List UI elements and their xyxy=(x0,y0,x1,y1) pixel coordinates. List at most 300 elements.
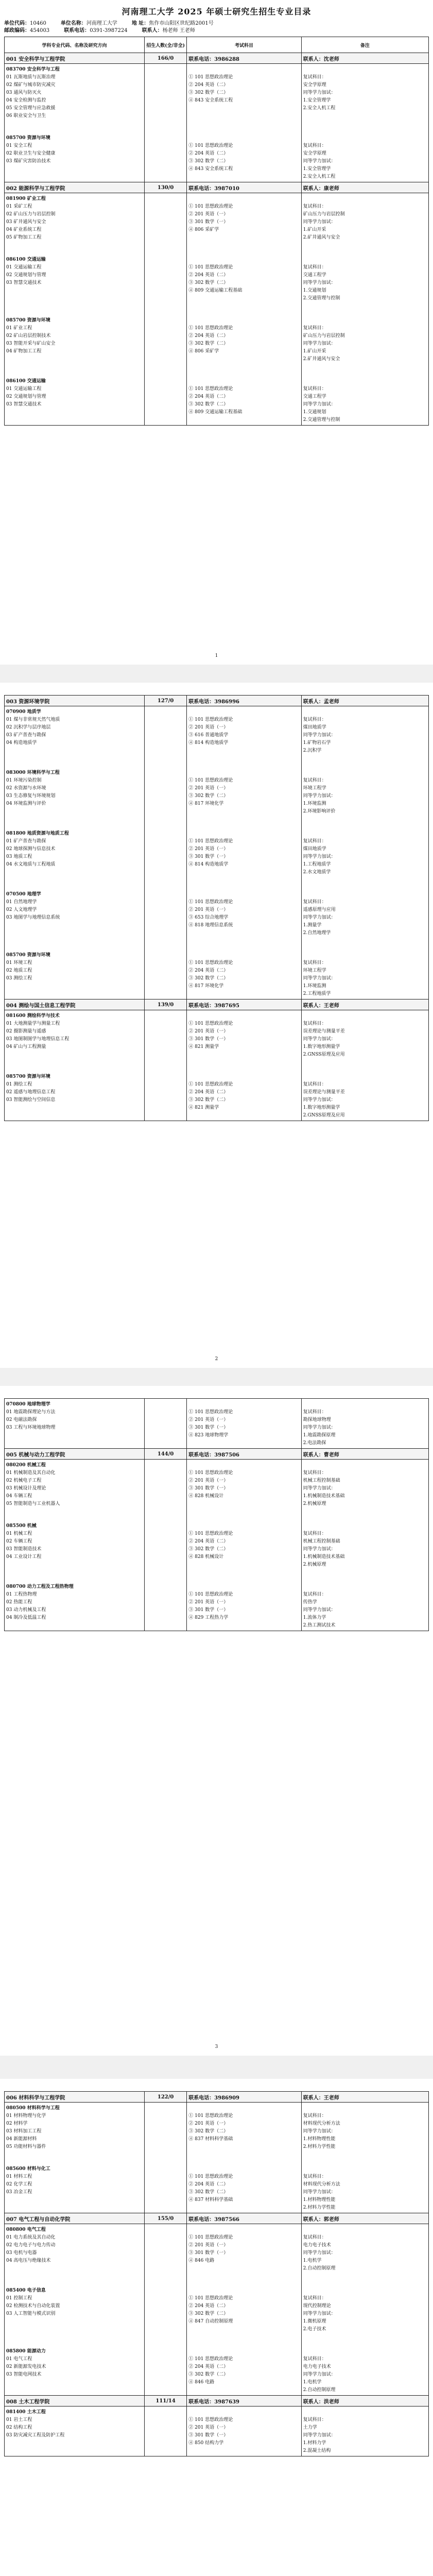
exam-subject: ② 201 英语（一） xyxy=(188,786,229,791)
exam-subject xyxy=(188,173,299,181)
exam-subject: ② 204 英语（二） xyxy=(188,273,229,278)
exam-subject: ② 204 英语（二） xyxy=(188,968,229,973)
plan-cell xyxy=(144,64,186,182)
majors-cell xyxy=(5,2103,145,2213)
notes-spacer xyxy=(303,317,427,325)
note-line: 1.环境监测 xyxy=(303,801,326,806)
research-direction: 02 新能源发电技术 xyxy=(6,2364,46,2369)
page-content xyxy=(4,1396,429,1631)
research-direction: 04 矿物加工工程 xyxy=(6,349,42,354)
exam-subject: ① 101 思想政治理论 xyxy=(188,204,233,209)
research-direction: 02 沉积学与层序地层 xyxy=(6,725,51,730)
college-name: 005 机械与动力工程学院 xyxy=(5,1449,145,1460)
exam-subject: ① 101 思想政治理论 xyxy=(188,143,233,148)
exam-subject: ③ 301 数学（一） xyxy=(188,854,229,859)
exam-subject: ① 101 思想政治理论 xyxy=(188,1531,233,1536)
note-line: 2.热工测试技术 xyxy=(303,1623,336,1628)
college-contact: 联系人：洪老师 xyxy=(301,2396,428,2406)
research-direction: 01 测绘工程 xyxy=(6,1082,32,1087)
major-code-name: 086100 交通运输 xyxy=(6,379,46,384)
exam-subject: ④ 829 工程热力学 xyxy=(188,1615,229,1620)
research-direction xyxy=(6,355,143,363)
note-line: 1.矿山开采 xyxy=(303,349,326,354)
exam-subject: ③ 302 数学（二） xyxy=(188,2190,229,2195)
note-line: 1.机械制造技术基础 xyxy=(303,1494,345,1499)
note-line: 1.电机学 xyxy=(303,2380,322,2385)
college-contact: 联系人：郭老师 xyxy=(301,2213,428,2224)
note-line: 复试科目： xyxy=(303,1531,326,1536)
exam-subject: ③ 302 数学（二） xyxy=(188,2129,229,2134)
note-line: 1.材料物理性能 xyxy=(303,2137,336,2142)
major-code-name: 080800 电气工程 xyxy=(6,2227,46,2232)
exam-spacer xyxy=(188,195,299,203)
exam-subject: ② 204 英语（二） xyxy=(188,333,229,338)
exam-subject: ④ 817 环境化学 xyxy=(188,801,224,806)
exam-subject: ④ 843 安全系统工程 xyxy=(188,98,233,103)
research-direction xyxy=(6,173,143,181)
research-direction xyxy=(6,2439,143,2447)
notes-spacer xyxy=(303,1401,427,1409)
note-line: 复试科目： xyxy=(303,75,326,80)
majors-row xyxy=(5,706,429,999)
unit-info xyxy=(4,20,429,35)
research-direction: 02 电力电子与电力传动 xyxy=(6,2243,56,2248)
majors-cell xyxy=(5,64,145,182)
note-line: 环境工程学 xyxy=(303,786,326,791)
note-line: 1.数字地形测量学 xyxy=(303,1044,340,1049)
exam-subject: ① 101 思想政治理论 xyxy=(188,2174,233,2179)
research-direction: 01 岩土工程 xyxy=(6,2417,32,2422)
table-header-row xyxy=(5,37,429,53)
note-line: 同等学力加试： xyxy=(303,976,336,981)
exam-subject: ② 201 英语（一） xyxy=(188,1417,229,1422)
note-line: 电力电子技术 xyxy=(303,2364,331,2369)
majors-cell xyxy=(5,1399,145,1449)
exam-spacer xyxy=(188,708,299,716)
note-line: 2.沉积学 xyxy=(303,748,322,753)
note-line: 安全学原理 xyxy=(303,151,326,156)
notes-cell xyxy=(301,1460,428,1631)
note-line: 误差理论与测量平差 xyxy=(303,1090,345,1095)
note-line: 1.安全管理学 xyxy=(303,166,331,172)
college-plan: 122/0 xyxy=(144,2092,186,2103)
note-line: 煤田地质学 xyxy=(303,846,326,852)
note-line: 复试科目： xyxy=(303,204,326,209)
research-direction: 03 智能制造技术 xyxy=(6,1547,42,1552)
college-plan: 139/0 xyxy=(144,999,186,1010)
note-line: 1.微机原理 xyxy=(303,2319,326,2324)
research-direction: 03 智能开采与矿山安全 xyxy=(6,341,56,346)
note-line: 1.矿山开采 xyxy=(303,227,326,232)
research-direction xyxy=(6,2265,143,2273)
note-line: 2.机械原理 xyxy=(303,1562,326,1567)
research-direction: 05 安全管理与应急救援 xyxy=(6,106,56,111)
research-direction: 03 智能测绘与空间信息 xyxy=(6,1097,56,1103)
research-direction: 03 地质工程 xyxy=(6,854,32,859)
exam-subject: ② 201 英语（一） xyxy=(188,212,229,217)
unit-info-field xyxy=(4,27,49,35)
note-line: 复试科目： xyxy=(303,2174,326,2179)
note-line: 同等学力加试： xyxy=(303,219,336,225)
page-content xyxy=(4,693,429,1121)
plan-cell xyxy=(144,1460,186,1631)
notes-spacer xyxy=(303,2409,427,2416)
research-direction: 01 矿产普查与勘探 xyxy=(6,839,46,844)
exam-subject: ② 201 英语（一） xyxy=(188,2121,229,2126)
college-plan: 111/14 xyxy=(144,2396,186,2406)
college-phone: 联系电话：3987010 xyxy=(187,182,301,193)
research-direction xyxy=(6,165,143,173)
notes-spacer xyxy=(303,66,427,74)
exam-subject: ③ 301 数学（一） xyxy=(188,1607,229,1613)
major-code-name: 081400 土木工程 xyxy=(6,2410,46,2415)
research-direction: 04 构造地质学 xyxy=(6,740,37,745)
unit-info-row xyxy=(4,20,429,27)
research-direction: 01 电力系统及其自动化 xyxy=(6,2235,56,2240)
college-contact: 联系人：王老师 xyxy=(301,999,428,1010)
exam-subject: ② 201 英语（一） xyxy=(188,1029,229,1034)
exam-subject xyxy=(188,2386,299,2394)
field-value: 焦作市山阳区世纪路2001号 xyxy=(149,21,214,26)
research-direction xyxy=(6,409,143,416)
exam-subject: ② 204 英语（二） xyxy=(188,2182,229,2187)
exam-subject: ④ 809 交通运输工程基础 xyxy=(188,288,243,293)
page-content xyxy=(4,3,429,426)
catalog-page xyxy=(0,683,433,1368)
exam-subject xyxy=(188,416,299,424)
research-direction: 01 大地测量学与测量工程 xyxy=(6,1021,60,1026)
exam-spacer xyxy=(188,1073,299,1081)
note-line: 2.矿井通风与安全 xyxy=(303,235,340,240)
research-direction: 03 机械设计及理论 xyxy=(6,1486,46,1491)
field-value: 454003 xyxy=(30,28,50,33)
plan-cell xyxy=(144,1010,186,1121)
majors-row xyxy=(5,1010,429,1121)
exam-subject xyxy=(188,869,299,876)
research-direction: 01 煤与非常规天然气地质 xyxy=(6,717,60,722)
exam-subject: ② 204 英语（二） xyxy=(188,394,229,399)
note-line: 勘探地球物理 xyxy=(303,1417,331,1422)
exam-subject: ② 201 英语（一） xyxy=(188,725,229,730)
exam-subject xyxy=(188,1561,299,1569)
exam-subject xyxy=(188,1500,299,1508)
major-code-name: 085800 能源动力 xyxy=(6,2349,46,2354)
research-direction: 04 车辆工程 xyxy=(6,1494,32,1499)
majors-cell xyxy=(5,2406,145,2456)
field-label: 单位名称： xyxy=(60,21,86,26)
major-code-name: 085500 机械 xyxy=(6,1523,37,1529)
research-direction: 02 摄影测量与遥感 xyxy=(6,1029,46,1034)
major-code-name: 080200 机械工程 xyxy=(6,1463,46,1468)
research-direction: 05 智能制造与工业机器人 xyxy=(6,1501,60,1506)
college-phone: 联系电话：3986909 xyxy=(187,2092,301,2103)
note-line: 复试科目： xyxy=(303,265,326,270)
exam-subject: ② 204 英语（二） xyxy=(188,82,229,88)
majors-cell xyxy=(5,1010,145,1121)
exam-subject: ① 101 思想政治理论 xyxy=(188,1082,233,1087)
page-gap xyxy=(0,2056,433,2079)
exam-subject: ③ 301 数学（一） xyxy=(188,1425,229,1430)
college-row xyxy=(5,2396,429,2406)
exam-subject: ② 204 英语（二） xyxy=(188,2364,229,2369)
exam-subject: ③ 616 普通地质学 xyxy=(188,733,229,738)
research-direction xyxy=(6,929,143,937)
note-line: 复试科目： xyxy=(303,839,326,844)
exam-subject: ③ 302 数学（二） xyxy=(188,90,229,95)
field-value: 0391-3987224 xyxy=(90,28,128,33)
exam-subject: ④ 847 自动控制原理 xyxy=(188,2319,233,2324)
note-line: 同等学力加试： xyxy=(303,341,336,346)
exam-subject: ③ 302 数学（二） xyxy=(188,159,229,164)
note-line: 传热学 xyxy=(303,1600,317,1605)
major-code-name: 086100 交通运输 xyxy=(6,257,46,262)
major-code-name: 080500 材料科学与工程 xyxy=(6,2106,60,2111)
college-phone: 联系电话：3986288 xyxy=(187,53,301,64)
research-direction: 02 交通规划与管理 xyxy=(6,273,46,278)
research-direction: 02 机械电子工程 xyxy=(6,1478,42,1483)
note-line: 1.地震勘探原理 xyxy=(303,1433,336,1438)
note-line: 2.GNSS原理及应用 xyxy=(303,1052,345,1057)
research-direction: 01 工程热物理 xyxy=(6,1592,37,1597)
research-direction: 05 矿物加工工程 xyxy=(6,235,42,240)
exam-spacer xyxy=(188,2409,299,2416)
research-direction: 03 人工智能与模式识别 xyxy=(6,2311,56,2316)
research-direction: 04 水文地质与工程地质 xyxy=(6,862,56,867)
research-direction: 02 职业卫生与安全健康 xyxy=(6,151,56,156)
major-code-name: 085700 资源与环境 xyxy=(6,135,50,141)
majors-row xyxy=(5,2406,429,2456)
research-direction: 01 电气工程 xyxy=(6,2357,32,2362)
research-direction: 04 工业设计工程 xyxy=(6,1554,42,1560)
exam-subject xyxy=(188,2326,299,2333)
exam-subject xyxy=(188,929,299,937)
notes-spacer xyxy=(303,830,427,838)
notes-spacer xyxy=(303,2165,427,2173)
exam-subject: ④ 828 机械设计 xyxy=(188,1494,224,1499)
page-number: 2 xyxy=(215,1357,218,1362)
note-line: 1.交通规划 xyxy=(303,288,326,293)
research-direction: 01 机械工程 xyxy=(6,1531,32,1536)
research-direction: 03 煤矿灾害防治技术 xyxy=(6,159,51,164)
exam-spacer xyxy=(188,2226,299,2234)
notes-spacer xyxy=(303,1462,427,1469)
research-direction: 03 防灾减灾工程及防护工程 xyxy=(6,2433,65,2438)
note-line: 复试科目： xyxy=(303,1082,326,1087)
note-line: 同等学力加试： xyxy=(303,915,336,920)
research-direction: 02 结构工程 xyxy=(6,2425,32,2430)
college-phone: 联系电话：3987639 xyxy=(187,2396,301,2406)
unit-info-field xyxy=(61,20,117,27)
majors-row xyxy=(5,2224,429,2396)
exams-cell xyxy=(187,1399,301,1449)
exam-subject: ② 201 英语（一） xyxy=(188,1478,229,1483)
research-direction: 02 地球探测与信息技术 xyxy=(6,846,56,852)
research-direction xyxy=(6,2379,143,2386)
exam-subject: ① 101 思想政治理论 xyxy=(188,2113,233,2119)
college-name: 007 电气工程与自动化学院 xyxy=(5,2213,145,2224)
note-line: 同等学力加试： xyxy=(303,1425,336,1430)
plan-cell xyxy=(144,1399,186,1449)
exam-subject: ① 101 思想政治理论 xyxy=(188,1592,233,1597)
note-line: 同等学力加试： xyxy=(303,1097,336,1103)
exam-subject: ① 101 思想政治理论 xyxy=(188,2296,233,2301)
exam-subject: ④ 828 机械设计 xyxy=(188,1554,224,1560)
research-direction: 03 地图制图学与地理信息工程 xyxy=(6,1037,70,1042)
notes-spacer xyxy=(303,1522,427,1530)
field-label: 邮政编码： xyxy=(4,28,30,33)
research-direction: 02 矿山压力与岩层控制 xyxy=(6,212,56,217)
note-line: 同等学力加试： xyxy=(303,1486,336,1491)
note-line: 2.材料力学性能 xyxy=(303,2144,336,2149)
research-direction: 02 人文地理学 xyxy=(6,907,37,912)
note-line: 2.矿井通风与安全 xyxy=(303,357,340,362)
note-line: 2.环境影响评价 xyxy=(303,809,336,814)
note-line: 2.交通管理与控制 xyxy=(303,296,340,301)
exam-subject: ② 204 英语（二） xyxy=(188,2303,229,2309)
research-direction xyxy=(6,295,143,302)
field-value: 杨老师 王老师 xyxy=(162,28,195,33)
notes-cell xyxy=(301,2103,428,2213)
field-label: 地 址： xyxy=(131,21,149,26)
note-line: 同等学力加试： xyxy=(303,402,336,407)
research-direction: 02 电磁法勘探 xyxy=(6,1417,37,1422)
note-line: 同等学力加试： xyxy=(303,90,336,95)
exam-subject xyxy=(188,1439,299,1447)
column-header-major: 学科专业代码、名称及研究方向 xyxy=(5,37,145,53)
research-direction: 03 冶金工程 xyxy=(6,2190,32,2195)
major-code-name: 081600 测绘科学与技术 xyxy=(6,1013,60,1019)
notes-spacer xyxy=(303,2105,427,2112)
column-header-plan: 招生人数(全/非全) xyxy=(144,37,186,53)
note-line: 2.电子技术 xyxy=(303,2327,326,2332)
research-direction: 01 材料物理与化学 xyxy=(6,2113,46,2119)
catalog-page xyxy=(0,0,433,665)
note-line: 机械工程控制基础 xyxy=(303,1539,340,1544)
exam-spacer xyxy=(188,66,299,74)
exam-subject: ① 101 思想政治理论 xyxy=(188,1470,233,1476)
note-line: 2.自动控制原理 xyxy=(303,2266,336,2271)
note-line: 复试科目： xyxy=(303,2357,326,2362)
note-line: 1.环境监测 xyxy=(303,984,326,989)
note-line: 1.材料物理性能 xyxy=(303,2197,336,2202)
exams-cell xyxy=(187,706,301,999)
note-line: 同等学力加试： xyxy=(303,159,336,164)
plan-cell xyxy=(144,2224,186,2396)
exam-subject: ③ 301 数学（一） xyxy=(188,1037,229,1042)
exam-subject: ③ 301 数学（一） xyxy=(188,219,229,225)
note-line: 1.安全管理学 xyxy=(303,98,331,103)
exams-cell xyxy=(187,2406,301,2456)
research-direction: 04 环境监测与评价 xyxy=(6,801,46,806)
note-line: 2.电法勘探 xyxy=(303,1440,326,1446)
research-direction: 03 测绘工程 xyxy=(6,976,32,981)
note-line: 环境工程学 xyxy=(303,968,326,973)
field-value: 10460 xyxy=(30,21,46,26)
page-gap xyxy=(0,665,433,683)
exam-spacer xyxy=(188,2105,299,2112)
note-line: 1.流体力学 xyxy=(303,1615,326,1620)
field-label: 联系电话： xyxy=(64,28,90,33)
research-direction xyxy=(6,416,143,424)
college-name: 008 土木工程学院 xyxy=(5,2396,145,2406)
exam-subject: ④ 818 地理信息系统 xyxy=(188,923,233,928)
column-header-exam: 考试科目 xyxy=(187,37,301,53)
research-direction xyxy=(6,2326,143,2333)
note-line: 同等学力加试： xyxy=(303,1607,336,1613)
exams-cell xyxy=(187,2224,301,2396)
major-code-name: 083000 环境科学与工程 xyxy=(6,770,60,775)
exam-subject: ② 201 英语（一） xyxy=(188,846,229,852)
research-direction xyxy=(6,1112,143,1120)
exam-subject: ④ 821 测量学 xyxy=(188,1105,219,1110)
exam-subject: ④ 843 安全系统工程 xyxy=(188,166,233,172)
research-direction: 01 瓦斯地质与瓦斯治理 xyxy=(6,75,56,80)
exam-subject: ① 101 思想政治理论 xyxy=(188,2235,233,2240)
research-direction: 04 安全检测与监控 xyxy=(6,98,46,103)
research-direction xyxy=(6,982,143,990)
exam-subject: ① 101 思想政治理论 xyxy=(188,717,233,722)
exam-subject xyxy=(188,990,299,998)
catalog-page xyxy=(0,2079,433,2576)
research-direction: 03 生态修复与环境规划 xyxy=(6,793,56,799)
exam-subject: ② 201 英语（一） xyxy=(188,2243,229,2248)
exam-subject: ① 101 思想政治理论 xyxy=(188,75,233,80)
page-number: 1 xyxy=(215,653,218,658)
exam-subject: ① 101 思想政治理论 xyxy=(188,386,233,392)
notes-spacer xyxy=(303,891,427,899)
exam-subject: ④ 809 交通运输工程基础 xyxy=(188,410,243,415)
college-plan: 166/0 xyxy=(144,53,186,64)
exam-spacer xyxy=(188,378,299,385)
note-line: 复试科目： xyxy=(303,2296,326,2301)
note-line: 复试科目： xyxy=(303,778,326,783)
exam-subject: ③ 301 数学（一） xyxy=(188,2250,229,2256)
exam-subject xyxy=(188,355,299,363)
research-direction xyxy=(6,1561,143,1569)
exam-spacer xyxy=(188,1012,299,1020)
college-name: 002 能源科学与工程学院 xyxy=(5,182,145,193)
research-direction xyxy=(6,922,143,929)
research-direction: 01 交通运输工程 xyxy=(6,265,42,270)
exam-subject: ③ 302 数学（二） xyxy=(188,793,229,799)
exam-subject: ③ 302 数学（二） xyxy=(188,1097,229,1103)
exam-subject: ③ 302 数学（二） xyxy=(188,2372,229,2377)
college-contact: 联系人：王老师 xyxy=(301,2092,428,2103)
notes-cell xyxy=(301,64,428,182)
exam-subject: ① 101 思想政治理论 xyxy=(188,326,233,331)
exam-spacer xyxy=(188,256,299,264)
research-direction: 01 环境污染控制 xyxy=(6,778,42,783)
plan-cell xyxy=(144,2406,186,2456)
note-line: 同等学力加试： xyxy=(303,1547,336,1552)
exam-subject: ② 201 英语（一） xyxy=(188,1600,229,1605)
note-line: 同等学力加试： xyxy=(303,2250,336,2256)
page-number: 3 xyxy=(215,2044,218,2049)
catalog-table xyxy=(4,2091,429,2456)
note-line: 机械工程控制基础 xyxy=(303,1478,340,1483)
research-direction: 04 矿山与工程测量 xyxy=(6,1044,46,1049)
exam-subject xyxy=(188,1112,299,1120)
exam-subject: ④ 806 采矿学 xyxy=(188,227,219,232)
note-line: 材料现代分析方法 xyxy=(303,2121,340,2126)
college-phone: 联系电话：3987695 xyxy=(187,999,301,1010)
research-direction: 06 职业安全与卫生 xyxy=(6,113,46,118)
research-direction: 03 矿井通风与安全 xyxy=(6,219,46,225)
college-contact: 联系人：孟老师 xyxy=(301,696,428,706)
note-line: 同等学力加试： xyxy=(303,1037,336,1042)
page-gap xyxy=(0,1368,433,1386)
note-line: 2.水文地质学 xyxy=(303,870,331,875)
